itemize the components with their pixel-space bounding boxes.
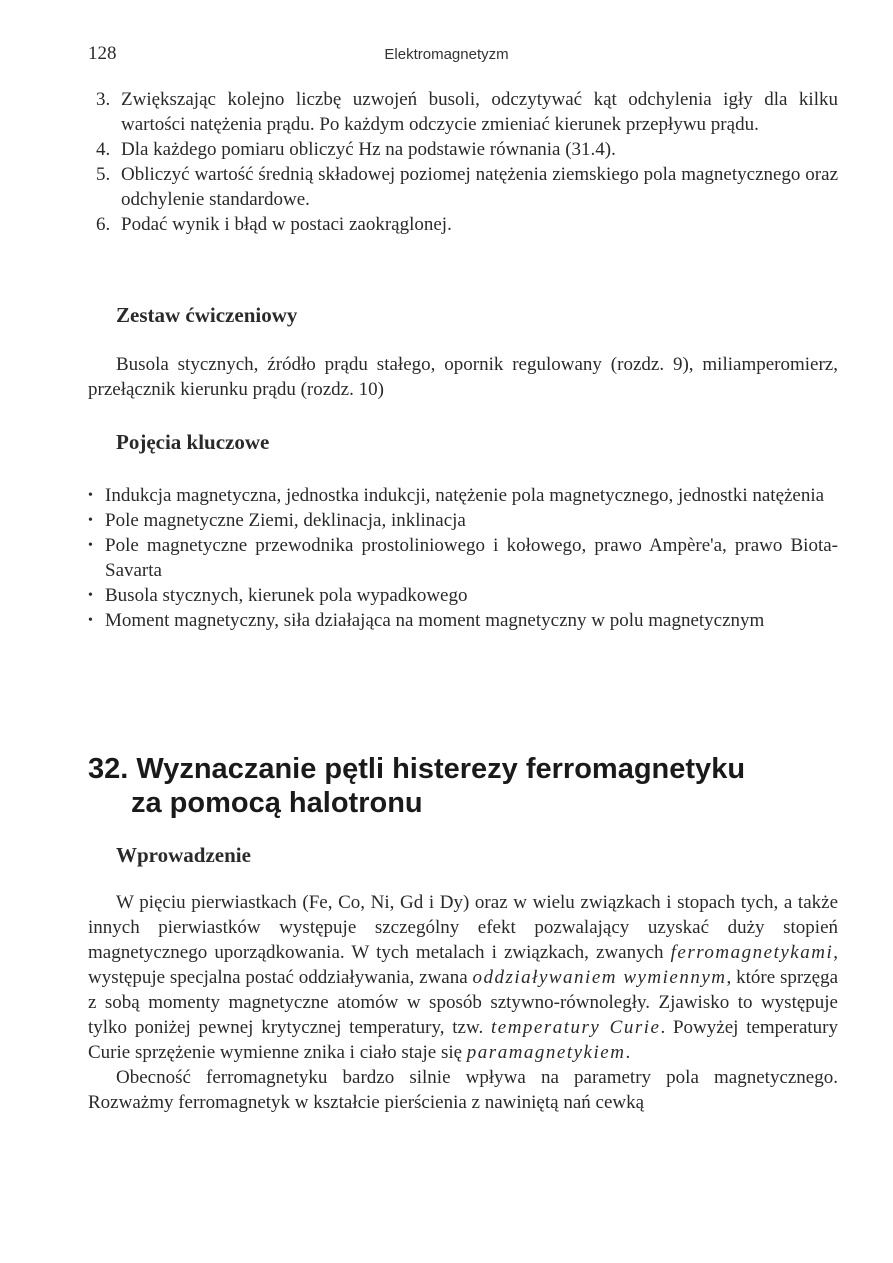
list-item — [96, 87, 838, 137]
list-item — [96, 212, 838, 237]
exercise-set-heading: Zestaw ćwiczeniowy — [116, 303, 298, 327]
concept-text: Busola stycznych, kierunek pola wypadkowego — [105, 585, 468, 606]
concept-text: Moment magnetyczny, siła działająca na moment magnetyczny w polu magnetycznym — [105, 610, 765, 631]
bullet-icon: • — [88, 588, 93, 603]
step-number: 4. — [96, 139, 111, 160]
list-item — [96, 137, 838, 162]
list-item — [88, 483, 838, 508]
text-segment: . — [625, 1042, 631, 1063]
concept-text: Pole magnetyczne Ziemi, deklinacja, inklinacja — [105, 510, 466, 531]
exercise-set-text: Busola stycznych, źródło prądu stałego, opornik regulowany (rozdz. 9), miliamperomierz, przełącznik kierunku prądu (rozdz. 10) — [88, 354, 838, 400]
introduction-paragraph-2: Obecność ferromagnetyku bardzo silnie wpływa na parametry pola magnetycznego. Rozważmy ferromagnetyk w kształcie pierścienia z nawiniętą nań cewką — [88, 1067, 838, 1113]
list-item — [88, 508, 838, 533]
introduction-heading: Wprowadzenie — [116, 843, 251, 867]
step-text: Dla każdego pomiaru obliczyć Hz na podstawie równania (31.4). — [121, 139, 616, 160]
emphasis-term: ferromagnetykami — [670, 942, 834, 963]
text-segment: W pięciu pierwiastkach (Fe, Co, Ni, Gd i Dy) oraz w wielu związkach i stopach tych, a także innych pierwiastków występuje szczególny efekt pozwalający uzyskać duży stopień magnetycznego uporządkowania. W tych metalach i związkach, zwanych — [88, 892, 838, 963]
chapter-title-line-2: za pomocą halotronu — [131, 787, 423, 819]
emphasis-term: oddziaływaniem wymiennym — [472, 967, 727, 988]
key-concepts-heading: Pojęcia kluczowe — [116, 430, 270, 454]
running-header: Elektromagnetyzm — [384, 46, 509, 63]
emphasis-term: temperatury Curie — [491, 1017, 661, 1038]
list-item — [88, 533, 838, 583]
step-number: 3. — [96, 89, 111, 110]
introduction-text — [88, 890, 838, 1115]
bullet-icon: • — [88, 613, 93, 628]
procedure-steps — [96, 87, 838, 237]
step-text: Podać wynik i błąd w postaci zaokrąglonej. — [121, 214, 452, 235]
list-item — [88, 583, 838, 608]
emphasis-term: paramagnetykiem — [466, 1042, 626, 1063]
list-item — [96, 162, 838, 212]
step-number: 5. — [96, 164, 111, 185]
concept-text: Indukcja magnetyczna, jednostka indukcji, natężenie pola magnetycznego, jednostki natężenia — [105, 485, 825, 506]
step-number: 6. — [96, 214, 111, 235]
text-segment: , które sprzęga z sobą momenty magnetyczne atomów w sposób sztywno-równoległy. Zjawisko to występuje tylko poniżej pewnej krytycznej temperatury, tzw. — [88, 967, 839, 1038]
text-segment: , występuje specjalna postać oddziaływania, zwana — [88, 942, 838, 988]
introduction-paragraph-1 — [88, 890, 838, 1065]
list-item — [88, 608, 838, 633]
step-text: Obliczyć wartość średnią składowej poziomej natężenia ziemskiego pola magnetycznego oraz odchylenie standardowe. — [121, 164, 838, 210]
key-concepts-list — [88, 483, 838, 633]
bullet-icon: • — [88, 488, 93, 503]
text-segment: . Powyżej temperatury Curie sprzężenie wymienne znika i ciało staje się — [88, 1017, 838, 1063]
chapter-title-line-1: 32. Wyznaczanie pętli histerezy ferromagnetyku — [88, 753, 746, 785]
step-text: Zwiększając kolejno liczbę uzwojeń busoli, odczytywać kąt odchylenia igły dla kilku wartości natężenia prądu. Po każdym odczycie zmieniać kierunek przepływu prądu. — [121, 89, 838, 135]
concept-text: Pole magnetyczne przewodnika prostoliniowego i kołowego, prawo Ampère'a, prawo Biota-Savarta — [105, 535, 838, 581]
page-number: 128 — [88, 43, 117, 64]
bullet-icon: • — [88, 513, 93, 528]
bullet-icon: • — [88, 538, 93, 553]
